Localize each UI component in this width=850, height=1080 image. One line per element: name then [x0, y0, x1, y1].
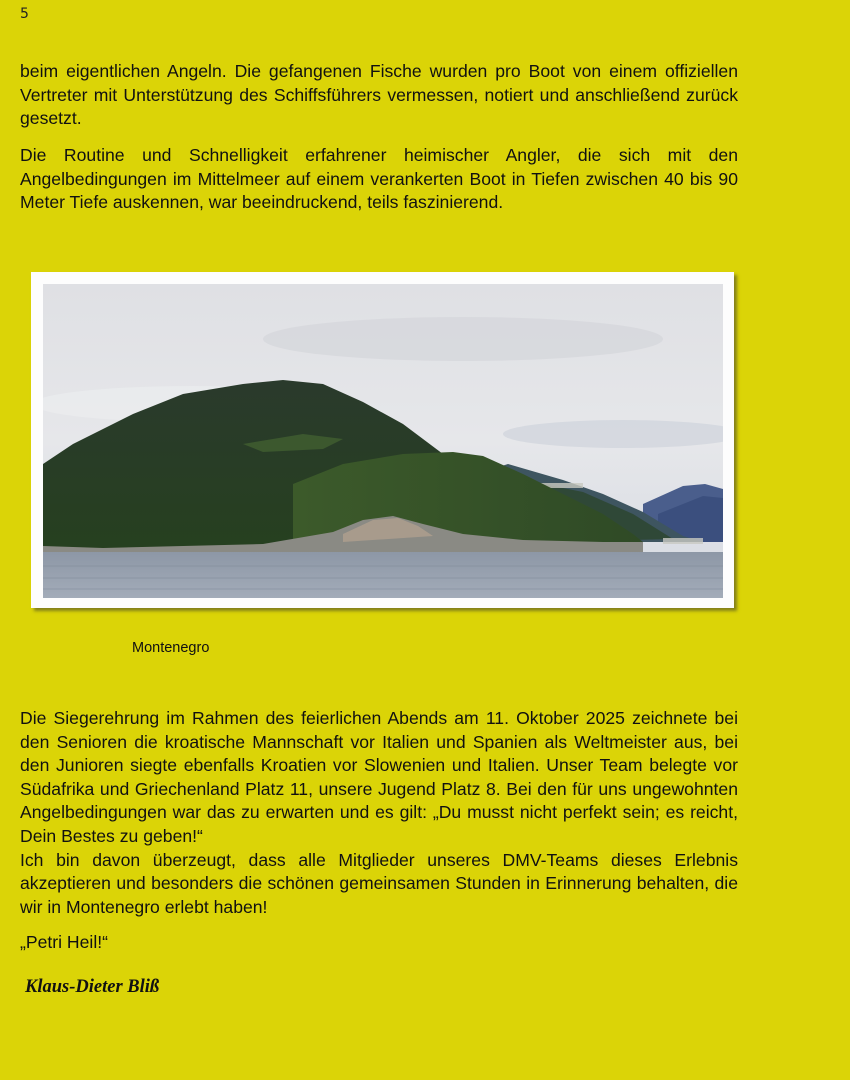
landscape-illustration [43, 284, 723, 598]
photo-caption: Montenegro [132, 640, 210, 656]
paragraph-award-ceremony [20, 707, 738, 919]
paragraph-fish-measurement: beim eigentlichen Angeln. Die gefangenen Fische wurden pro Boot von einem offiziellen Vertreter mit Unterstützung des Schiffsführers vermessen, notiert und anschließend zurück gesetzt. [20, 61, 738, 129]
award-ceremony-text: Die Siegerehrung im Rahmen des feierlichen Abends am 11. Oktober 2025 zeichnete bei den Senioren die kroatische Mannschaft vor Italien und Spanien als Weltmeister aus, bei den Junioren siegte ebenfalls Kroatien vor Slowenien und Italien. Unser Team belegte vor Südafrika und Griechenland Platz 11, unsere Jugend Platz 8. Bei den für uns ungewohnten Angelbedingungen war das zu erwarten und es gilt: „Du musst nicht perfekt sein; es reicht, Dein Bestes zu geben!“ [20, 708, 738, 846]
sea [43, 552, 723, 598]
author-signature: Klaus-Dieter Bliß [25, 977, 160, 997]
photo-frame [31, 272, 734, 608]
team-conviction-text: Ich bin davon überzeugt, dass alle Mitglieder unseres DMV-Teams dieses Erlebnis akzeptieren und besonders die schönen gemeinsamen Stunden in Erinnerung behalten, die wir in Montenegro erlebt haben! [20, 849, 738, 917]
paragraph-local-anglers: Die Routine und Schnelligkeit erfahrener heimischer Angler, die sich mit den Angelbedingungen im Mittelmeer auf einem verankerten Boot in Tiefen zwischen 40 bis 90 Meter Tiefe auskennen, war beeindruckend, teils faszinierend. [20, 145, 738, 213]
montenegro-photo [43, 284, 723, 598]
closing-greeting: „Petri Heil!“ [20, 932, 108, 952]
page-number: 5 [20, 6, 29, 22]
